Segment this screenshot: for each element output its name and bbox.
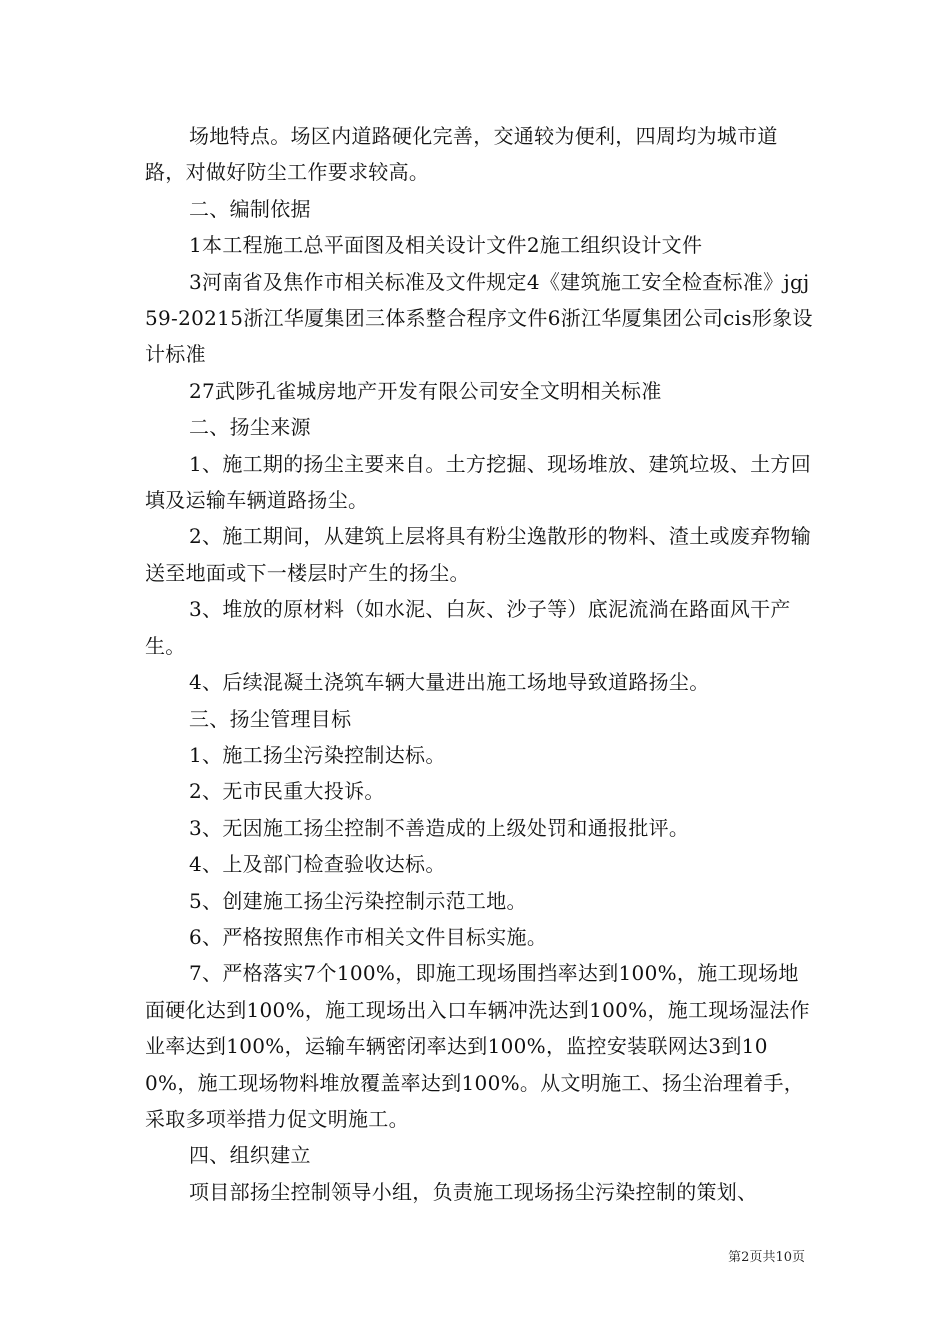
paragraph-dust-source-1: 1、施工期的扬尘主要来自。土方挖掘、现场堆放、建筑垃圾、土方回填及运输车辆道路扬尘。 xyxy=(145,451,812,513)
paragraph-basis-1-2: 1本工程施工总平面图及相关设计文件2施工组织设计文件 xyxy=(189,233,703,258)
paragraph-basis-7: 27武陟孔雀城房地产开发有限公司安全文明相关标准 xyxy=(189,378,662,403)
paragraph-goal-2: 2、无市民重大投诉。 xyxy=(189,779,385,804)
paragraph-dust-source-4: 4、后续混凝土浇筑车辆大量进出施工场地导致道路扬尘。 xyxy=(189,670,710,695)
paragraph-site-features: 场地特点。场区内道路硬化完善，交通较为便利，四周均为城市道路，对做好防尘工作要求较高。 xyxy=(145,124,778,185)
paragraph-dust-source-2: 2、施工期间，从建筑上层将具有粉尘逸散形的物料、渣土或废弃物输送至地面或下一楼层时产生的扬尘。 xyxy=(145,524,812,585)
paragraph-goal-4: 4、上及部门检查验收达标。 xyxy=(189,852,446,877)
heading-management-goals: 三、扬尘管理目标 xyxy=(189,706,352,731)
heading-compilation-basis: 二、编制依据 xyxy=(189,196,311,221)
paragraph-goal-7: 7、严格落实7个100%，即施工现场围挡率达到100%，施工现场地面硬化达到100%，施工现场出入口车辆冲洗达到100%，施工现场湿法作业率达到100%，运输车辆密闭率达到100%，监控安装联网达3到100%，施工现场物料堆放覆盖率达到100%。从文明施工、扬尘治理着手，采取多项举措力促文明施工。 xyxy=(145,961,810,1131)
heading-organization: 四、组织建立 xyxy=(189,1143,311,1168)
paragraph-goal-6: 6、严格按照焦作市相关文件目标实施。 xyxy=(189,924,548,949)
document-body xyxy=(145,118,813,1210)
paragraph-dust-source-3: 3、堆放的原材料（如水泥、白灰、沙子等）底泥流淌在路面风干产生。 xyxy=(145,597,791,658)
paragraph-goal-1: 1、施工扬尘污染控制达标。 xyxy=(189,742,446,767)
heading-dust-sources: 二、扬尘来源 xyxy=(189,415,311,440)
paragraph-goal-5: 5、创建施工扬尘污染控制示范工地。 xyxy=(189,888,527,913)
paragraph-basis-3-6: 3河南省及焦作市相关标准及文件规定4《建筑施工安全检查标准》jgj59-20215浙江华厦集团三体系整合程序文件6浙江华厦集团公司cis形象设计标准 xyxy=(145,269,813,367)
paragraph-organization: 项目部扬尘控制领导小组，负责施工现场扬尘污染控制的策划、 xyxy=(189,1179,758,1204)
page-number-footer: 第2页共10页 xyxy=(728,1250,805,1265)
paragraph-goal-3: 3、无因施工扬尘控制不善造成的上级处罚和通报批评。 xyxy=(189,815,690,840)
